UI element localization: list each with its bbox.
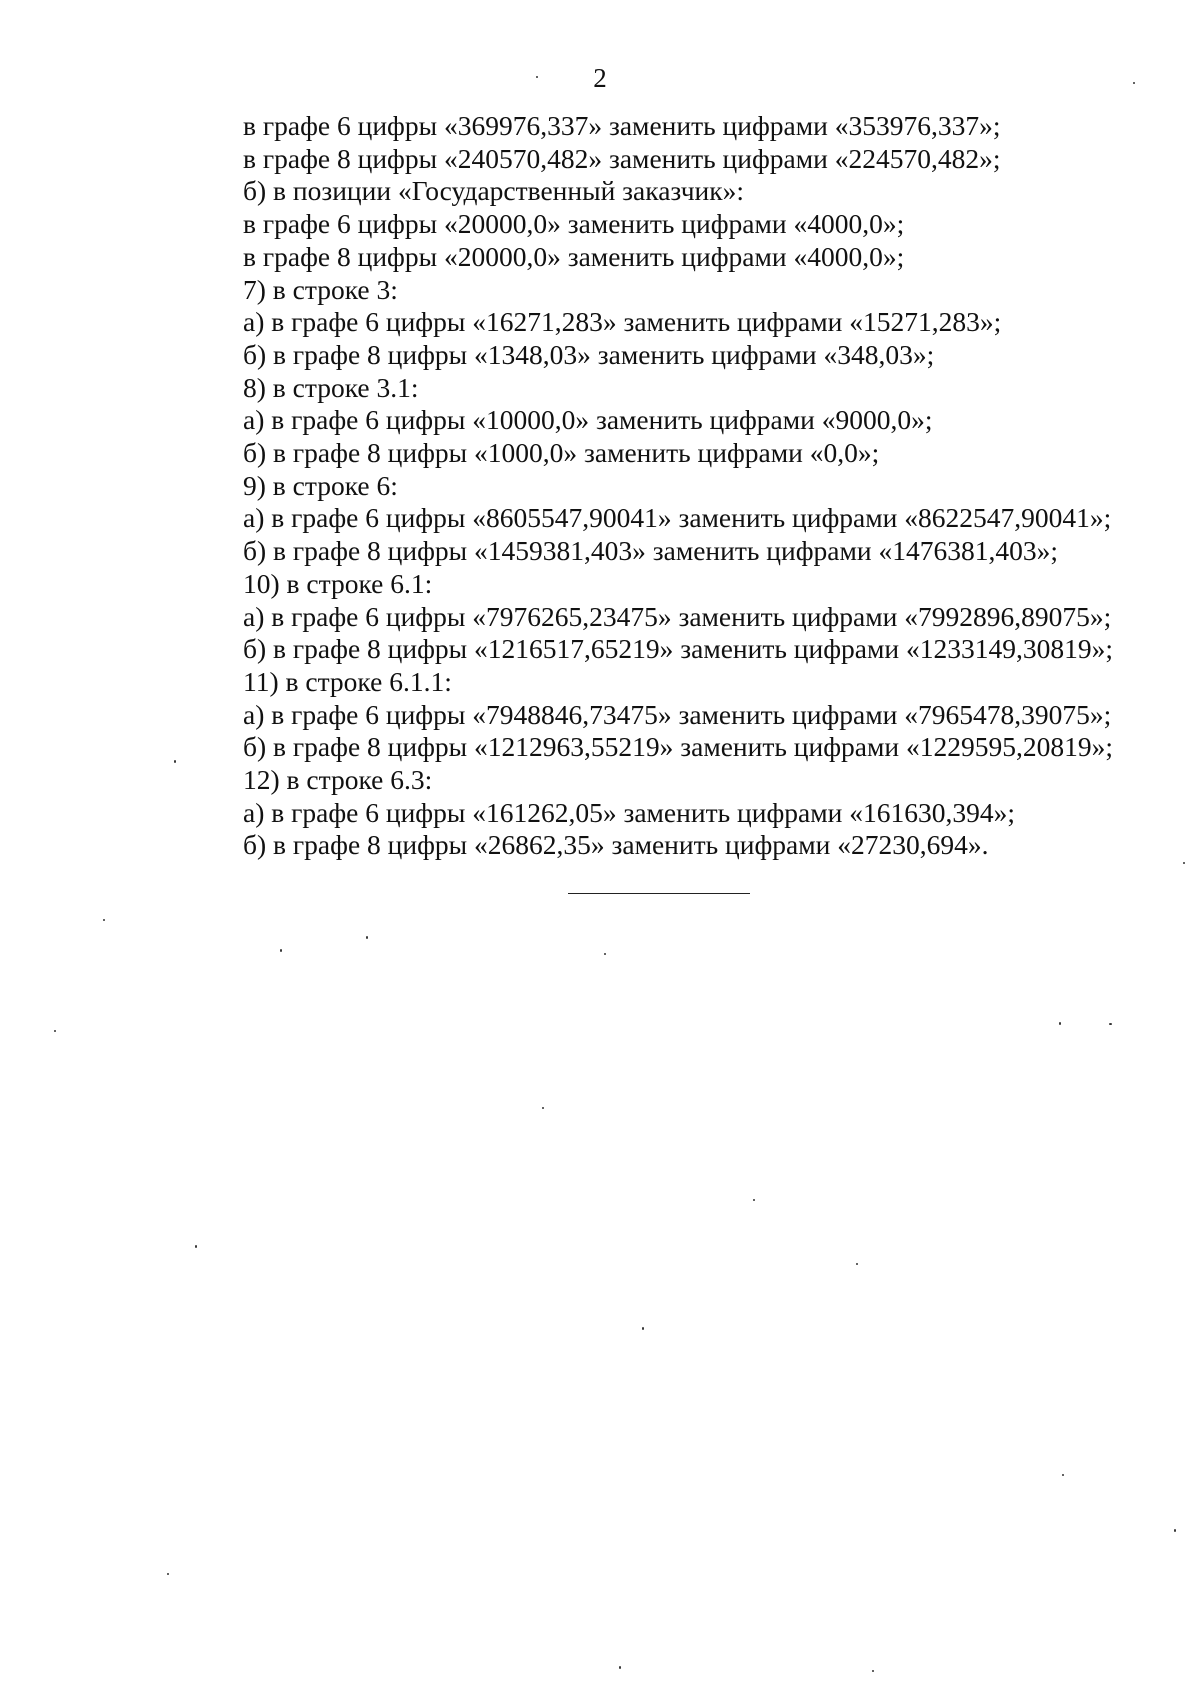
text-line: 10) в строке 6.1: bbox=[243, 567, 433, 599]
text-line: 9) в строке 6: bbox=[243, 469, 398, 501]
end-of-text-rule bbox=[568, 893, 750, 894]
scan-speck bbox=[1059, 1022, 1061, 1025]
scan-speck bbox=[103, 919, 105, 921]
scan-speck bbox=[872, 1670, 874, 1672]
text-line: б) в графе 8 цифры «26862,35» заменить цифрами «27230,694». bbox=[243, 829, 989, 861]
text-line: а) в графе 6 цифры «16271,283» заменить цифрами «15271,283»; bbox=[243, 306, 1002, 338]
text-line: б) в позиции «Государственный заказчик»: bbox=[243, 175, 745, 207]
scan-speck bbox=[174, 760, 176, 763]
scan-speck bbox=[1109, 1023, 1112, 1025]
text-line: 12) в строке 6.3: bbox=[243, 764, 433, 796]
text-line: в графе 6 цифры «20000,0» заменить цифрами «4000,0»; bbox=[243, 208, 905, 240]
scan-speck bbox=[542, 1107, 544, 1109]
text-line: б) в графе 8 цифры «1459381,403» заменить цифрами «1476381,403»; bbox=[243, 535, 1059, 567]
scan-speck bbox=[619, 1666, 621, 1669]
text-line: в графе 8 цифры «240570,482» заменить цифрами «224570,482»; bbox=[243, 142, 1001, 174]
scan-speck bbox=[54, 1030, 56, 1032]
text-line: а) в графе 6 цифры «7976265,23475» заменить цифрами «7992896,89075»; bbox=[243, 600, 1112, 632]
scan-speck bbox=[536, 76, 538, 78]
text-line: 8) в строке 3.1: bbox=[243, 371, 419, 403]
amendment-text bbox=[243, 110, 1143, 862]
text-line: а) в графе 6 цифры «7948846,73475» заменить цифрами «7965478,39075»; bbox=[243, 698, 1112, 730]
scan-speck bbox=[1174, 1529, 1176, 1532]
text-line: в графе 6 цифры «369976,337» заменить цифрами «353976,337»; bbox=[243, 110, 1001, 141]
scan-speck bbox=[604, 953, 606, 955]
text-line: б) в графе 8 цифры «1212963,55219» заменить цифрами «1229595,20819»; bbox=[243, 731, 1114, 763]
scan-speck bbox=[280, 949, 282, 952]
text-line: а) в графе 6 цифры «8605547,90041» заменить цифрами «8622547,90041»; bbox=[243, 502, 1112, 534]
scan-speck bbox=[753, 1199, 755, 1201]
text-line: б) в графе 8 цифры «1348,03» заменить цифрами «348,03»; bbox=[243, 338, 935, 370]
text-line: а) в графе 6 цифры «161262,05» заменить цифрами «161630,394»; bbox=[243, 796, 1015, 828]
text-line: б) в графе 8 цифры «1216517,65219» заменить цифрами «1233149,30819»; bbox=[243, 633, 1114, 665]
scan-speck bbox=[856, 1263, 858, 1265]
page-number: 2 bbox=[593, 63, 607, 93]
text-line: а) в графе 6 цифры «10000,0» заменить цифрами «9000,0»; bbox=[243, 404, 933, 436]
scan-speck bbox=[366, 936, 368, 939]
scan-speck bbox=[195, 1245, 197, 1248]
scan-speck bbox=[1183, 862, 1185, 864]
text-line: б) в графе 8 цифры «1000,0» заменить цифрами «0,0»; bbox=[243, 437, 880, 469]
text-line: в графе 8 цифры «20000,0» заменить цифрами «4000,0»; bbox=[243, 240, 905, 272]
scan-speck bbox=[1133, 82, 1135, 84]
text-line: 11) в строке 6.1.1: bbox=[243, 665, 452, 697]
scan-speck bbox=[1062, 1474, 1064, 1476]
scan-speck bbox=[642, 1327, 644, 1330]
scan-speck bbox=[167, 1573, 169, 1575]
text-line: 7) в строке 3: bbox=[243, 273, 398, 305]
